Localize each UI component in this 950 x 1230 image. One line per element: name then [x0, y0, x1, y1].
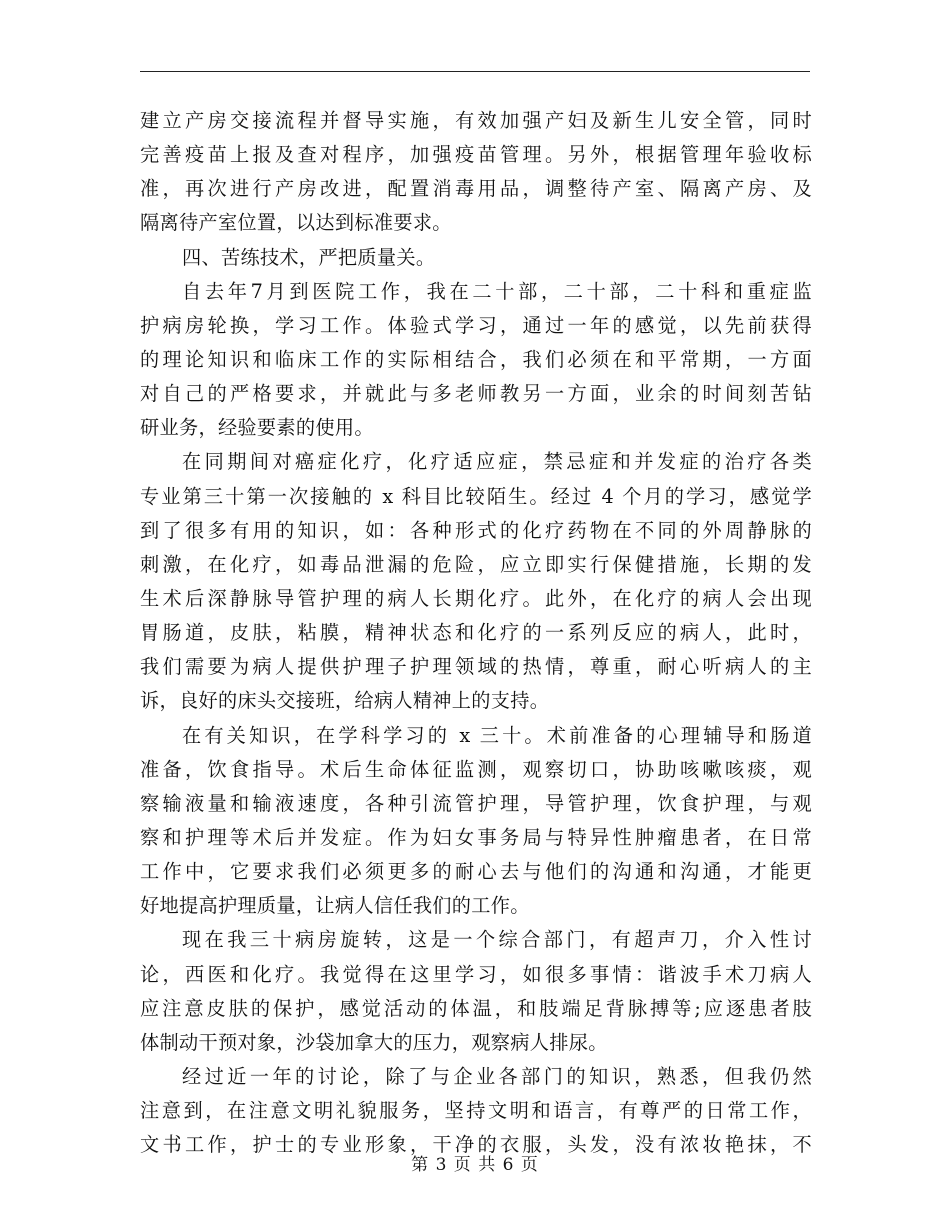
- body-line: 刺激，在化疗，如毒品泄漏的危险，应立即实行保健措施，长期的发: [140, 552, 812, 576]
- body-line: 对自己的严格要求，并就此与多老师教另一方面，业余的时间刻苦钻: [140, 382, 812, 406]
- body-line: 完善疫苗上报及查对程序，加强疫苗管理。另外，根据管理年验收标: [140, 143, 812, 167]
- body-line: 注意到，在注意文明礼貌服务，坚持文明和语言，有尊严的日常工作，: [140, 1099, 812, 1123]
- body-line: 我们需要为病人提供护理子护理领域的热情，尊重，耐心听病人的主: [140, 655, 812, 679]
- body-line: 在同期间对癌症化疗，化疗适应症，禁忌症和并发症的治疗各类: [182, 450, 812, 474]
- body-line: 察输液量和输液速度，各种引流管护理，导管护理，饮食护理，与观: [140, 791, 812, 815]
- body-line: 论，西医和化疗。我觉得在这里学习，如很多事情：谐波手术刀病人: [140, 962, 812, 986]
- body-line: 好地提高护理质量，让病人信任我们的工作。: [140, 894, 530, 918]
- body-line: 现在我三十病房旋转，这是一个综合部门，有超声刀，介入性讨: [182, 928, 812, 952]
- body-line: 应注意皮肤的保护，感觉活动的体温，和肢端足背脉搏等;应逐患者肢: [140, 996, 812, 1020]
- body-line: 经过近一年的讨论，除了与企业各部门的知识，熟悉，但我仍然: [182, 1064, 812, 1088]
- page-footer: 第 3 页 共 6 页: [411, 1155, 539, 1175]
- body-line: 护病房轮换，学习工作。体验式学习，通过一年的感觉，以先前获得: [140, 313, 812, 337]
- body-line: 研业务，经验要素的使用。: [140, 416, 374, 440]
- body-line: 体制动干预对象，沙袋加拿大的压力，观察病人排尿。: [140, 1030, 608, 1054]
- body-line: 工作中，它要求我们必须更多的耐心去与他们的沟通和沟通，才能更: [140, 860, 812, 884]
- body-line: 四、苦练技术，严把质量关。: [182, 245, 436, 269]
- body-line: 准备，饮食指导。术后生命体征监测，观察切口，协助咳嗽咳痰，观: [140, 757, 812, 781]
- header-rule: [140, 71, 810, 72]
- body-line: 胃肠道，皮肤，粘膜，精神状态和化疗的一系列反应的病人，此时，: [140, 621, 812, 645]
- body-line: 隔离待产室位置，以达到标准要求。: [140, 211, 452, 235]
- body-line: 专业第三十第一次接触的 x 科目比较陌生。经过 4 个月的学习，感觉学: [140, 484, 812, 508]
- body-line: 文书工作，护士的专业形象，干净的衣服，头发，没有浓妆艳抹，不: [140, 1133, 812, 1157]
- body-line: 的理论知识和临床工作的实际相结合，我们必须在和平常期，一方面: [140, 347, 812, 371]
- document-body: [140, 104, 812, 1162]
- body-line: 到了很多有用的知识，如：各种形式的化疗药物在不同的外周静脉的: [140, 518, 812, 542]
- body-line: 准，再次进行产房改进，配置消毒用品，调整待产室、隔离产房、及: [140, 177, 812, 201]
- body-line: 生术后深静脉导管护理的病人长期化疗。此外，在化疗的病人会出现: [140, 586, 812, 610]
- body-line: 诉，良好的床头交接班，给病人精神上的支持。: [140, 689, 550, 713]
- body-line: 自去年7月到医院工作，我在二十部，二十部，二十科和重症监: [182, 279, 812, 303]
- body-line: 察和护理等术后并发症。作为妇女事务局与特异性肿瘤患者，在日常: [140, 825, 812, 849]
- body-line: 在有关知识，在学科学习的 x 三十。术前准备的心理辅导和肠道: [182, 723, 812, 747]
- body-line: 建立产房交接流程并督导实施，有效加强产妇及新生儿安全管，同时: [140, 109, 812, 132]
